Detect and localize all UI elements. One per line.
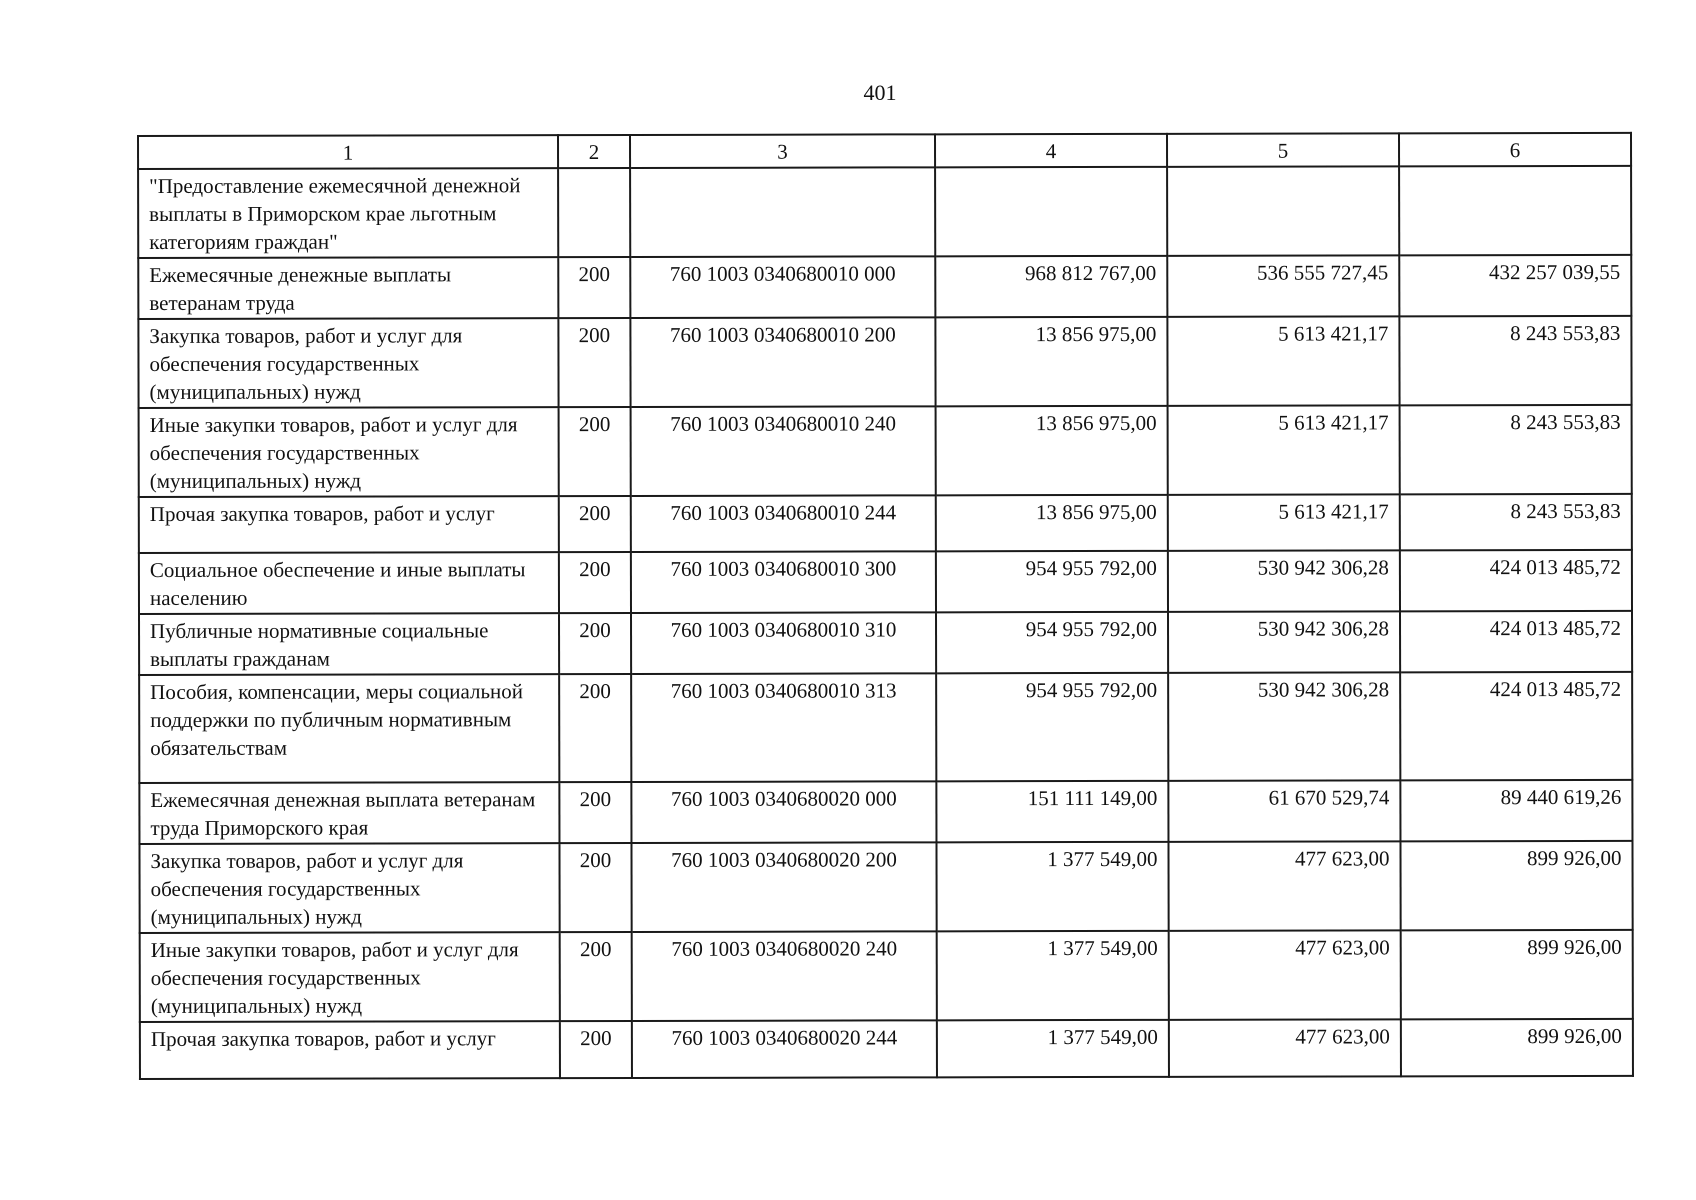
executed-amount-cell: 477 623,00 [1169, 1019, 1401, 1076]
admin-code-cell: 200 [558, 318, 630, 407]
column-header-6: 6 [1399, 133, 1631, 166]
classification-code-cell: 760 1003 0340680020 200 [631, 842, 936, 932]
classification-code-cell: 760 1003 0340680010 240 [631, 406, 936, 496]
approved-amount-cell: 954 955 792,00 [936, 612, 1168, 673]
approved-amount-cell: 151 111 149,00 [936, 781, 1168, 842]
admin-code-cell: 200 [559, 843, 631, 932]
admin-code-cell: 200 [559, 496, 631, 552]
unexecuted-amount-cell: 432 257 039,55 [1399, 255, 1631, 316]
item-name-cell: Пособия, компенсации, меры социальной поддержки по публичным нормативным обязательствам [139, 674, 559, 783]
executed-amount-cell: 477 623,00 [1169, 930, 1401, 1019]
column-header-4: 4 [935, 134, 1167, 167]
page-number: 401 [863, 80, 897, 105]
admin-code-cell: 200 [560, 1021, 632, 1078]
budget-table [137, 132, 1634, 1080]
executed-amount-cell: 530 942 306,28 [1168, 672, 1400, 780]
executed-amount-cell: 530 942 306,28 [1168, 550, 1400, 611]
table-row [139, 405, 1632, 497]
classification-code-cell: 760 1003 0340680010 200 [630, 317, 935, 407]
table-row [138, 316, 1631, 408]
table-row [138, 166, 1631, 258]
executed-amount-cell: 61 670 529,74 [1168, 780, 1400, 841]
approved-amount-cell: 1 377 549,00 [937, 1020, 1169, 1077]
table-row [139, 780, 1632, 844]
table-row [139, 550, 1632, 614]
item-name-cell: "Предоставление ежемесячной денежной выплаты в Приморском крае льготным категориям граждан" [138, 168, 558, 258]
executed-amount-cell: 477 623,00 [1168, 841, 1400, 930]
admin-code-cell [558, 168, 630, 257]
classification-code-cell: 760 1003 0340680020 244 [632, 1020, 937, 1078]
classification-code-cell: 760 1003 0340680010 313 [631, 673, 936, 782]
column-header-5: 5 [1167, 133, 1399, 166]
unexecuted-amount-cell: 8 243 553,83 [1400, 494, 1632, 550]
classification-code-cell: 760 1003 0340680010 300 [631, 551, 936, 613]
approved-amount-cell: 13 856 975,00 [935, 317, 1167, 406]
column-header-1: 1 [138, 135, 558, 169]
column-header-2: 2 [558, 135, 630, 168]
table-row [139, 672, 1632, 783]
admin-code-cell: 200 [560, 932, 632, 1021]
table-row [139, 841, 1632, 933]
table-row [139, 494, 1632, 553]
approved-amount-cell: 968 812 767,00 [935, 256, 1167, 317]
approved-amount-cell: 13 856 975,00 [936, 495, 1168, 551]
column-header-3: 3 [630, 134, 935, 168]
unexecuted-amount-cell: 899 926,00 [1401, 930, 1633, 1019]
unexecuted-amount-cell [1399, 166, 1631, 255]
classification-code-cell: 760 1003 0340680020 240 [632, 931, 937, 1021]
unexecuted-amount-cell: 424 013 485,72 [1400, 611, 1632, 672]
admin-code-cell: 200 [559, 552, 631, 613]
classification-code-cell: 760 1003 0340680010 310 [631, 612, 936, 674]
item-name-cell: Социальное обеспечение и иные выплаты населению [139, 552, 559, 614]
item-name-cell: Прочая закупка товаров, работ и услуг [140, 1021, 560, 1079]
unexecuted-amount-cell: 424 013 485,72 [1400, 550, 1632, 611]
table-header [138, 133, 1631, 169]
item-name-cell: Ежемесячные денежные выплаты ветеранам труда [138, 257, 558, 319]
unexecuted-amount-cell: 424 013 485,72 [1400, 672, 1632, 780]
classification-code-cell [630, 167, 935, 257]
unexecuted-amount-cell: 89 440 619,26 [1400, 780, 1632, 841]
approved-amount-cell: 954 955 792,00 [936, 551, 1168, 612]
header-row [138, 133, 1631, 169]
executed-amount-cell: 5 613 421,17 [1168, 494, 1400, 550]
table-row [140, 930, 1633, 1022]
classification-code-cell: 760 1003 0340680020 000 [631, 781, 936, 843]
approved-amount-cell [935, 167, 1167, 256]
unexecuted-amount-cell: 8 243 553,83 [1400, 405, 1632, 494]
item-name-cell: Иные закупки товаров, работ и услуг для обеспечения государственных (муниципальных) нужд [139, 407, 559, 497]
admin-code-cell: 200 [559, 782, 631, 843]
classification-code-cell: 760 1003 0340680010 244 [631, 495, 936, 552]
table-row [140, 1019, 1633, 1079]
unexecuted-amount-cell: 899 926,00 [1401, 1019, 1633, 1076]
table-row [138, 255, 1631, 319]
approved-amount-cell: 1 377 549,00 [936, 842, 1168, 931]
executed-amount-cell: 536 555 727,45 [1167, 255, 1399, 316]
executed-amount-cell [1167, 166, 1399, 255]
item-name-cell: Ежемесячная денежная выплата ветеранам труда Приморского края [139, 782, 559, 844]
admin-code-cell: 200 [559, 674, 631, 782]
table-row [139, 611, 1632, 675]
item-name-cell: Публичные нормативные социальные выплаты гражданам [139, 613, 559, 675]
table-body [138, 166, 1633, 1079]
item-name-cell: Закупка товаров, работ и услуг для обеспечения государственных (муниципальных) нужд [138, 318, 558, 408]
unexecuted-amount-cell: 899 926,00 [1400, 841, 1632, 930]
classification-code-cell: 760 1003 0340680010 000 [630, 256, 935, 318]
admin-code-cell: 200 [559, 407, 631, 496]
admin-code-cell: 200 [559, 613, 631, 674]
item-name-cell: Закупка товаров, работ и услуг для обеспечения государственных (муниципальных) нужд [139, 843, 559, 933]
approved-amount-cell: 954 955 792,00 [936, 673, 1168, 781]
approved-amount-cell: 13 856 975,00 [936, 406, 1168, 495]
unexecuted-amount-cell: 8 243 553,83 [1399, 316, 1631, 405]
item-name-cell: Прочая закупка товаров, работ и услуг [139, 496, 559, 553]
approved-amount-cell: 1 377 549,00 [937, 931, 1169, 1020]
executed-amount-cell: 530 942 306,28 [1168, 611, 1400, 672]
executed-amount-cell: 5 613 421,17 [1168, 405, 1400, 494]
item-name-cell: Иные закупки товаров, работ и услуг для обеспечения государственных (муниципальных) нужд [140, 932, 560, 1022]
executed-amount-cell: 5 613 421,17 [1167, 316, 1399, 405]
admin-code-cell: 200 [558, 257, 630, 318]
